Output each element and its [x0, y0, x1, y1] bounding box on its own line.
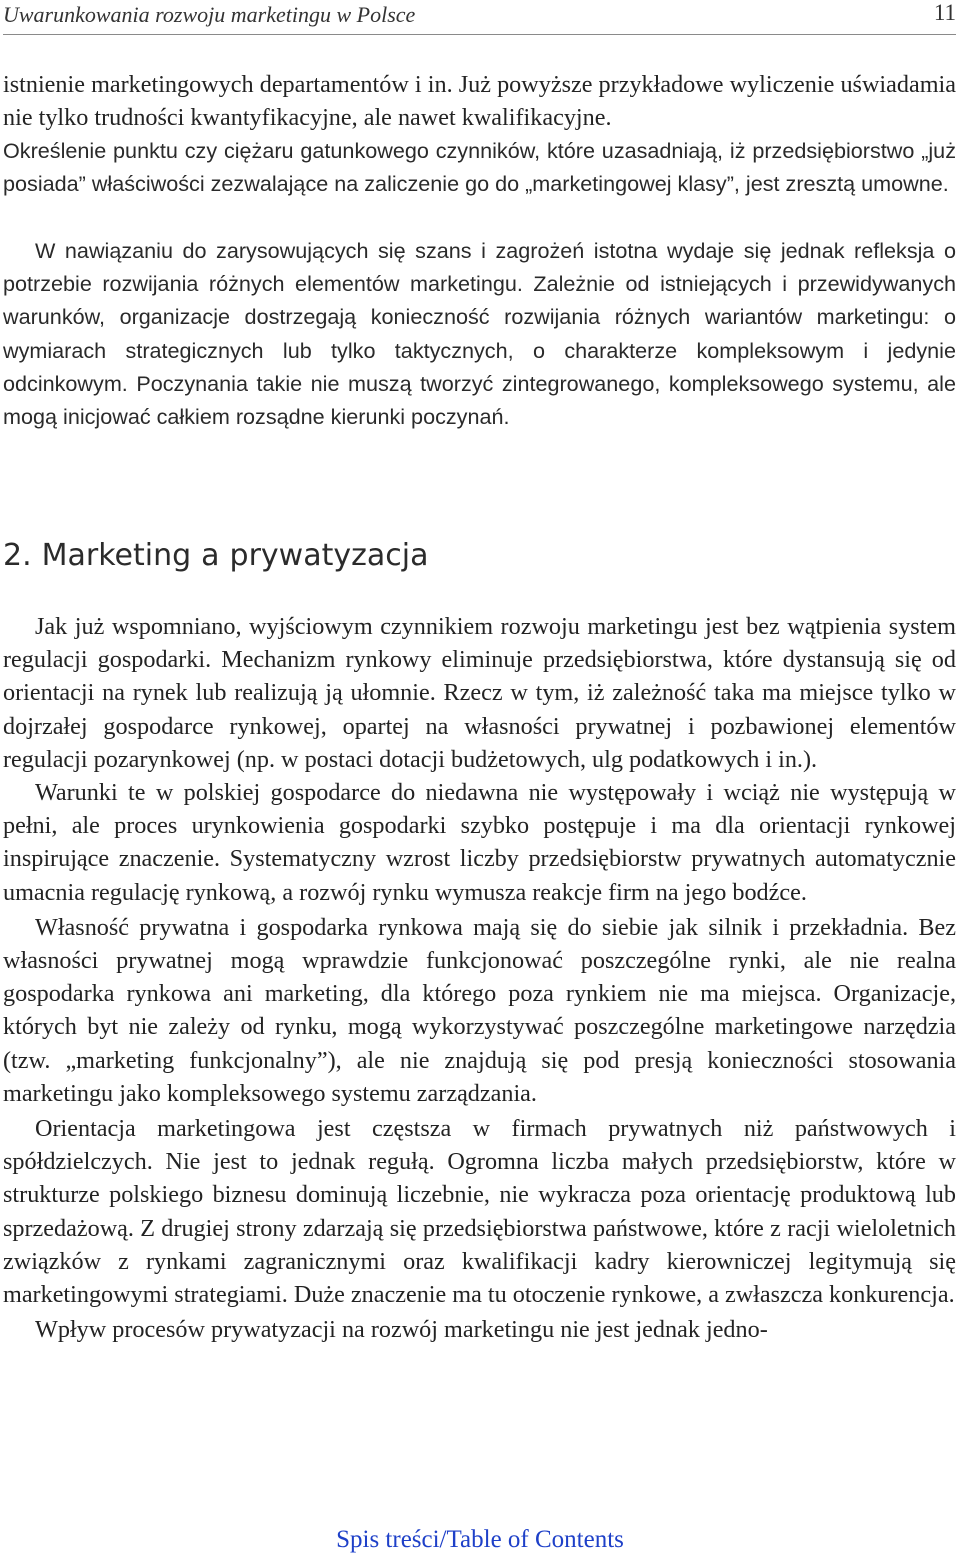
body-paragraph-3: Własność prywatna i gospodarka rynkowa mają się do siebie jak silnik i przekładnia. Bez własności prywatnej mogą wprawdzie funkcjonować poszczególne rynki, ale nie realna gospodarka rynkowa ani marketing, dla którego poza rynkiem nie ma miejsca. Organizacje, których byt nie zależy od rynku, mogą wykorzystywać poszczególne marketingowe narzędzia (tzw. „marketing funkcjonalny”), ale nie znajdują się pod presją konieczności stosowania marketingu jako kompleksowego systemu zarządzania.: [3, 913, 956, 1107]
intro-paragraph-1: istnienie marketingowych departamentów i in. Już powyższe przykładowe wyliczenie uświadamia nie tylko trudności kwantyfikacyjne, ale nawet kwalifikacyjne.: [3, 71, 956, 132]
body-paragraph-1: Jak już wspomniano, wyjściowym czynnikiem rozwoju marketingu jest bez wątpienia system regulacji gospodarki. Mechanizm rynkowy eliminuje przedsiębiorstwa, które dystansują się od orientacji na rynek lub realizują ją ułomnie. Rzecz w tym, iż zależność taka ma miejsce tylko w dojrzałej gospodarce rynkowej, opartej na własności prywatnej i pozbawionej elementów regulacji pozarynkowej (np. w postaci dotacji budżetowych, ulg podatkowych i in.).: [3, 613, 956, 773]
section-heading: [3, 536, 438, 576]
intro-definition: [3, 134, 956, 200]
body-paragraph-5: Wpływ procesów prywatyzacji na rozwój marketingu nie jest jednak jedno-: [35, 1316, 768, 1344]
running-header: [3, 0, 956, 35]
section-body: [3, 610, 956, 1346]
body-paragraph-2: Warunki te w polskiej gospodarce do niedawna nie występowały i wciąż nie występują w pełni, ale proces urynkowienia gospodarki szybko postępuje i ma dla orientacji rynkowej inspirujące znaczenie. Systematyczny wzrost liczby przedsiębiorstw prywatnych automatycznie umacnia regulację rynkową, a rozwój rynku wymusza reakcje firm na jego bodźce.: [3, 779, 956, 906]
section-title-word-2: a: [201, 538, 220, 573]
intro-text: [3, 68, 956, 134]
intro-reflection: [3, 234, 956, 433]
section-number: 2.: [3, 538, 32, 573]
page-number: 11: [933, 0, 956, 25]
table-of-contents-link[interactable]: Spis treści/Table of Contents: [336, 1526, 624, 1553]
section-title-word-3: prywatyzacja: [229, 538, 429, 573]
intro-paragraph-3: W nawiązaniu do zarysowujących się szans i zagrożeń istotna wydaje się jednak refleksja o potrzebie rozwijania różnych elementów marketingu. Zależnie od istniejących i przewidywanych warunków, organizacje dostrzegają konieczność rozwijania różnych wariantów marketingu: o wymiarach strategicznych lub tylko taktycznych, o charakterze kompleksowym i jedynie odcinkowym. Poczynania takie nie muszą tworzyć zintegrowanego, kompleksowego systemu, ale mogą inicjować całkiem rozsądne kierunki poczynań.: [3, 238, 956, 430]
running-title: Uwarunkowania rozwoju marketingu w Polsce: [3, 2, 416, 27]
section-title-word-1: Marketing: [41, 538, 192, 573]
intro-paragraph-2: Określenie punktu czy ciężaru gatunkowego czynników, które uzasadniają, iż przedsiębiorstwo „już posiada” właściwości zezwalające na zaliczenie go do „marketingowej klasy”, jest zresztą umowne.: [3, 138, 956, 197]
body-paragraph-4: Orientacja marketingowa jest częstsza w firmach prywatnych niż państwowych i spółdzielczych. Nie jest to jednak regułą. Ogromna liczba małych przedsiębiorstw, które w strukturze polskiego biznesu dominują liczebnie, nie wykracza poza orientację produktową lub sprzedażową. Z drugiej strony zdarzają się przedsiębiorstwa państwowe, które z racji wieloletnich związków z rynkami zagranicznymi oraz kwalifikacji kadry kierowniczej legitymują się marketingowymi strategiami. Duże znaczenie ma tu otoczenie rynkowe, a zwłaszcza konkurencja.: [3, 1115, 956, 1309]
